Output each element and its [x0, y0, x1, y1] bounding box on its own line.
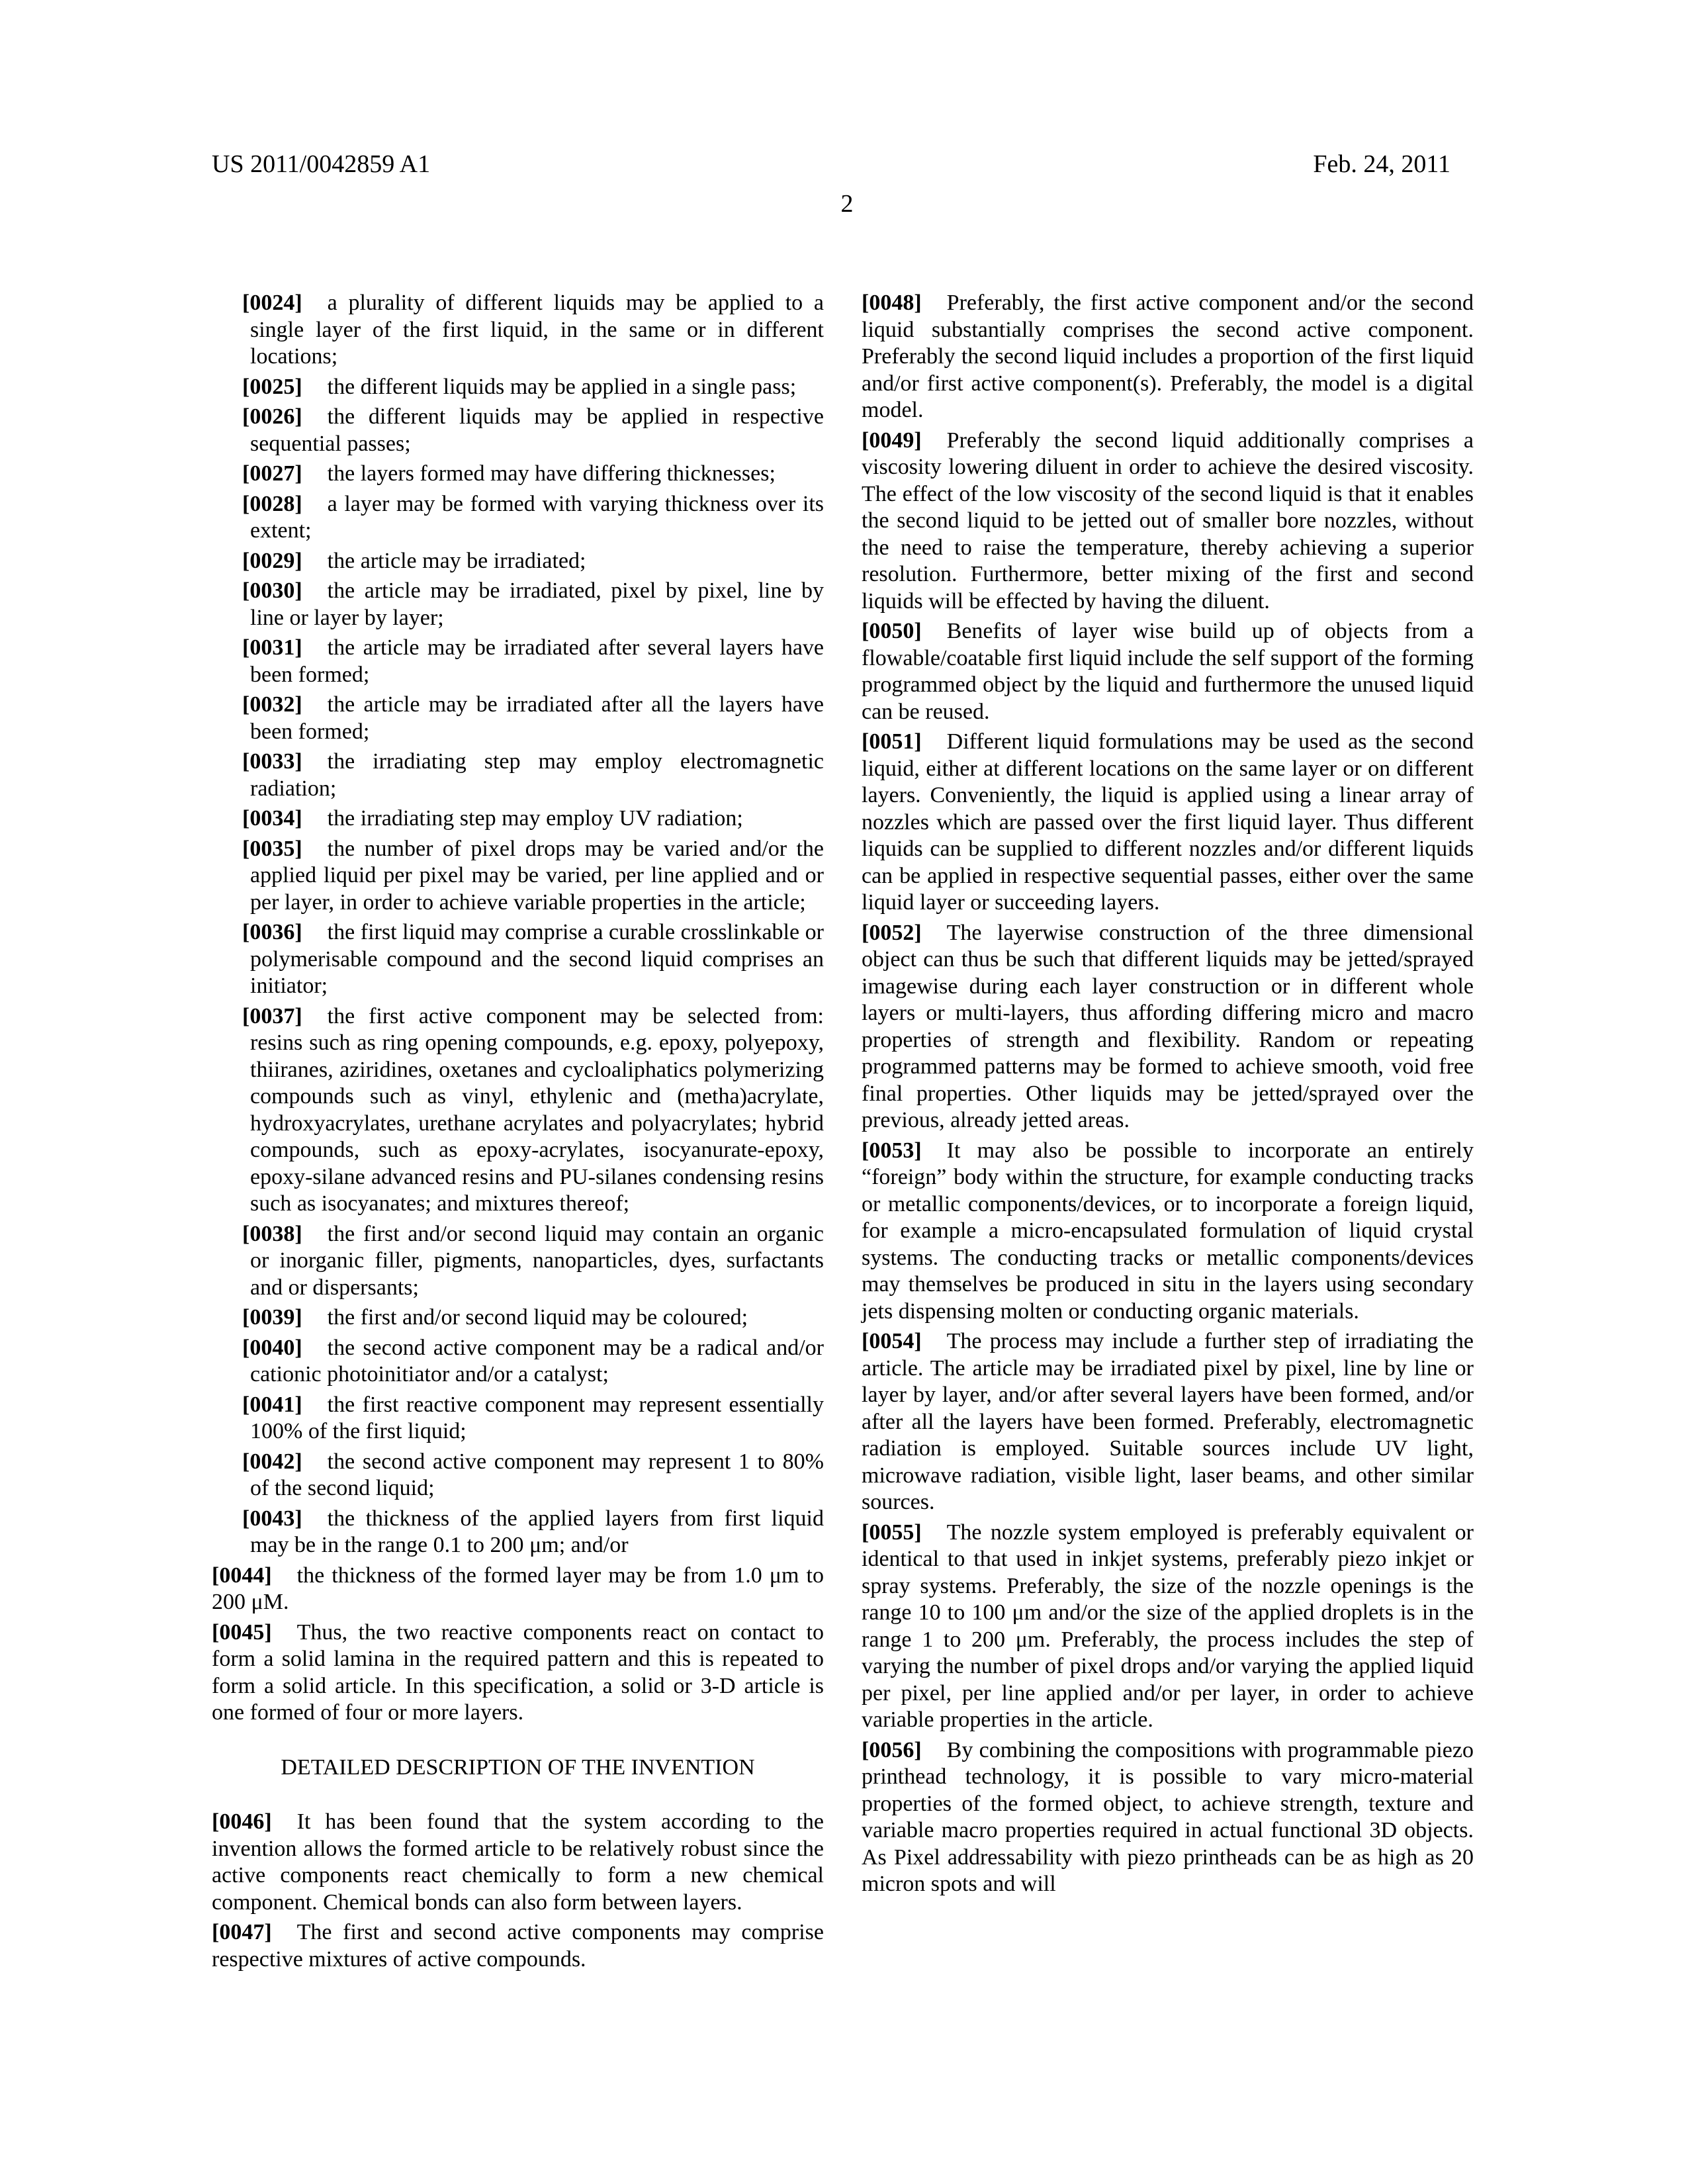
- paragraph-number: [0045]: [212, 1619, 272, 1645]
- patent-paragraph-0024: [212, 290, 824, 371]
- right-column: [862, 290, 1474, 1976]
- paragraph-number: [0055]: [862, 1520, 922, 1545]
- page-number: 2: [840, 190, 854, 218]
- paragraph-text: the article may be irradiated after all the layers have been formed;: [250, 692, 824, 744]
- paragraph-text: The nozzle system employed is preferably equivalent or identical to that used in inkjet systems, preferably piezo inkjet or spray systems. Preferably, the size of the nozzle openings is the range 10 to 100 μm and/or the size of the applied droplets is in the range 1 to 200 μm. Preferably, the process includes the step of varying the number of pixel drops and/or varying the applied liquid per pixel, per line applied and/or per layer, in order to achieve variable properties in the article.: [862, 1520, 1474, 1732]
- paragraph-text: Thus, the two reactive components react on contact to form a solid lamina in the required pattern and this is repeated to form a solid article. In this specification, a solid or 3-D article is one formed of four or more layers.: [212, 1619, 824, 1725]
- paragraph-text: the thickness of the applied layers from first liquid may be in the range 0.1 to 200 μm; and/or: [250, 1506, 824, 1557]
- paragraph-text: the first and/or second liquid may contain an organic or inorganic filler, pigments, nanoparticles, dyes, surfactants and or dispersants;: [250, 1221, 824, 1300]
- document-body: [212, 290, 1474, 1976]
- paragraph-text: Benefits of layer wise build up of objects from a flowable/coatable first liquid include the self support of the forming programmed object by the liquid and furthermore the unused liquid can be reused.: [862, 619, 1474, 724]
- patent-paragraph-0053: [862, 1138, 1474, 1326]
- patent-paragraph-0043: [212, 1506, 824, 1559]
- paragraph-text: The process may include a further step of irradiating the article. The article may be irradiated pixel by pixel, line by line or layer by layer, and/or after several layers have been formed, and/or after all the layers have been formed. Preferably, electromagnetic radiation is employed. Suitable sources include UV light, microwave radiation, visible light, laser beams, and other similar sources.: [862, 1329, 1474, 1514]
- patent-paragraph-0029: [212, 548, 824, 575]
- paragraph-number: [0028]: [242, 491, 302, 516]
- patent-paragraph-0045: [212, 1619, 824, 1727]
- paragraph-text: the first reactive component may represent essentially 100% of the first liquid;: [250, 1392, 824, 1443]
- paragraph-text: the first and/or second liquid may be coloured;: [327, 1305, 748, 1330]
- page-header: [212, 150, 1450, 179]
- paragraph-number: [0049]: [862, 428, 922, 453]
- patent-paragraph-0055: [862, 1520, 1474, 1734]
- paragraph-text: the different liquids may be applied in a single pass;: [327, 374, 797, 399]
- paragraph-text: It may also be possible to incorporate an entirely “foreign” body within the structure, for example conducting tracks or metallic components/devices, or to incorporate a foreign liquid, for example a micro-encapsulated formulation of liquid crystal systems. The conducting tracks or metallic components/devices may themselves be produced in situ in the layers using secondary jets dispensing molten or conducting organic materials.: [862, 1138, 1474, 1324]
- paragraph-number: [0039]: [242, 1305, 302, 1330]
- patent-paragraph-0047: [212, 1919, 824, 1973]
- paragraph-number: [0033]: [242, 749, 302, 774]
- paragraph-text: a plurality of different liquids may be applied to a single layer of the first liquid, in the same or in different locations;: [250, 291, 824, 369]
- paragraph-text: By combining the compositions with programmable piezo printhead technology, it is possible to vary micro-material properties of the formed object, to achieve strength, texture and variable macro properties required in actual functional 3D objects. As Pixel addressability with piezo printheads can be as high as 20 micron spots and will: [862, 1737, 1474, 1896]
- paragraph-number: [0038]: [242, 1221, 302, 1246]
- patent-paragraph-0037: [212, 1003, 824, 1218]
- paragraph-number: [0048]: [862, 291, 922, 315]
- paragraph-text: the thickness of the formed layer may be from 1.0 μm to 200 μM.: [212, 1563, 824, 1614]
- patent-paragraph-0033: [212, 749, 824, 802]
- patent-paragraph-0042: [212, 1449, 824, 1502]
- paragraph-text: the irradiating step may employ UV radiation;: [327, 806, 743, 831]
- paragraph-number: [0053]: [862, 1138, 922, 1163]
- patent-paragraph-0026: [212, 404, 824, 457]
- paragraph-number: [0035]: [242, 836, 302, 861]
- patent-paragraph-0052: [862, 920, 1474, 1134]
- paragraph-number: [0027]: [242, 461, 302, 486]
- paragraph-text: the irradiating step may employ electromagnetic radiation;: [250, 749, 824, 801]
- patent-paragraph-0049: [862, 428, 1474, 615]
- paragraph-number: [0043]: [242, 1506, 302, 1531]
- paragraph-number: [0041]: [242, 1392, 302, 1417]
- patent-paragraph-0056: [862, 1737, 1474, 1898]
- paragraph-number: [0052]: [862, 920, 922, 945]
- paragraph-number: [0037]: [242, 1003, 302, 1028]
- patent-paragraph-0051: [862, 729, 1474, 917]
- paragraph-text: the first active component may be selected from: resins such as ring opening compounds, e.g. epoxy, polyepoxy, thiiranes, aziridines, oxetanes and cycloaliphatics polymerizing compounds such as vinyl, ethylenic and (metha)acrylate, hydroxyacrylates, urethane acrylates and polyacrylates; hybrid compounds, such as epoxy-acrylates, isocyanurate-epoxy, epoxy-silane advanced resins and PU-silanes condensing resins such as isocyanates; and mixtures thereof;: [250, 1003, 824, 1216]
- patent-paragraph-0041: [212, 1392, 824, 1445]
- paragraph-text: Different liquid formulations may be used as the second liquid, either at different locations on the same layer or on different layers. Conveniently, the liquid is applied using a linear array of nozzles which are passed over the first liquid layer. Thus different liquids can be supplied to different nozzles and/or different liquids can be applied in respective sequential passes, either over the same liquid layer or succeeding layers.: [862, 729, 1474, 915]
- paragraph-text: the number of pixel drops may be varied and/or the applied liquid per pixel may be varied, per line applied and or per layer, in order to achieve variable properties in the article;: [250, 836, 824, 915]
- patent-number: US 2011/0042859 A1: [212, 150, 431, 178]
- patent-paragraph-0027: [212, 461, 824, 488]
- patent-paragraph-0039: [212, 1304, 824, 1332]
- paragraph-text: the different liquids may be applied in respective sequential passes;: [250, 404, 824, 456]
- paragraph-text: the article may be irradiated, pixel by pixel, line by line or layer by layer;: [250, 578, 824, 630]
- paragraph-text: the second active component may represent 1 to 80% of the second liquid;: [250, 1449, 824, 1500]
- patent-paragraph-0036: [212, 919, 824, 1000]
- patent-paragraph-0035: [212, 836, 824, 917]
- paragraph-number: [0054]: [862, 1329, 922, 1353]
- paragraph-number: [0047]: [212, 1920, 272, 1944]
- paragraph-number: [0050]: [862, 619, 922, 643]
- publication-date: Feb. 24, 2011: [1313, 150, 1450, 178]
- paragraph-text: Preferably, the first active component and/or the second liquid substantially comprises the second active component. Preferably the second liquid includes a proportion of the first liquid and/or first active component(s). Preferably, the model is a digital model.: [862, 291, 1474, 422]
- paragraph-number: [0042]: [242, 1449, 302, 1474]
- paragraph-number: [0029]: [242, 548, 302, 573]
- paragraph-number: [0032]: [242, 692, 302, 717]
- paragraph-number: [0040]: [242, 1335, 302, 1360]
- paragraph-number: [0025]: [242, 374, 302, 399]
- paragraph-number: [0056]: [862, 1737, 922, 1762]
- patent-paragraph-0044: [212, 1563, 824, 1616]
- left-column: [212, 290, 824, 1976]
- patent-paragraph-0040: [212, 1335, 824, 1388]
- patent-paragraph-0054: [862, 1328, 1474, 1516]
- paragraph-number: [0030]: [242, 578, 302, 603]
- patent-paragraph-0031: [212, 635, 824, 688]
- paragraph-text: a layer may be formed with varying thickness over its extent;: [250, 491, 824, 543]
- paragraph-number: [0051]: [862, 729, 922, 754]
- paragraph-text: the layers formed may have differing thicknesses;: [327, 461, 776, 486]
- paragraph-number: [0044]: [212, 1563, 272, 1588]
- patent-paragraph-0050: [862, 618, 1474, 725]
- section-heading: DETAILED DESCRIPTION OF THE INVENTION: [281, 1754, 755, 1780]
- patent-paragraph-0038: [212, 1221, 824, 1302]
- patent-paragraph-0028: [212, 491, 824, 545]
- patent-paragraph-0048: [862, 290, 1474, 424]
- paragraph-text: The first and second active components may comprise respective mixtures of active compounds.: [212, 1920, 824, 1972]
- paragraph-text: the second active component may be a radical and/or cationic photoinitiator and/or a catalyst;: [250, 1335, 824, 1387]
- patent-paragraph-0025: [212, 374, 824, 401]
- paragraph-text: the article may be irradiated after several layers have been formed;: [250, 635, 824, 687]
- paragraph-text: It has been found that the system according to the invention allows the formed article to be relatively robust since the active components react chemically to form a new chemical component. Chemical bonds can also form between layers.: [212, 1809, 824, 1915]
- patent-paragraph-0030: [212, 578, 824, 631]
- patent-paragraph-0032: [212, 692, 824, 745]
- paragraph-number: [0026]: [242, 404, 302, 429]
- paragraph-number: [0031]: [242, 635, 302, 660]
- paragraph-number: [0046]: [212, 1809, 272, 1834]
- patent-paragraph-0034: [212, 805, 824, 833]
- paragraph-text: the first liquid may comprise a curable crosslinkable or polymerisable compound and the second liquid comprises an initiator;: [250, 920, 824, 998]
- paragraph-text: The layerwise construction of the three dimensional object can thus be such that different liquids may be jetted/sprayed imagewise during each layer construction or in different whole layers or multi-layers, thus affording differing micro and macro properties of strength and flexibility. Random or repeating programmed patterns may be formed to achieve smooth, void free final properties. Other liquids may be jetted/sprayed over the previous, already jetted areas.: [862, 920, 1474, 1132]
- paragraph-text: the article may be irradiated;: [327, 548, 586, 573]
- patent-paragraph-0046: [212, 1809, 824, 1916]
- paragraph-number: [0036]: [242, 920, 302, 944]
- paragraph-number: [0024]: [242, 291, 302, 315]
- paragraph-text: Preferably the second liquid additionally comprises a viscosity lowering diluent in order to achieve the desired viscosity. The effect of the low viscosity of the second liquid is that it enables the second liquid to be jetted out of smaller bore nozzles, without the need to raise the temperature, thereby achieving a superior resolution. Furthermore, better mixing of the first and second liquids will be effected by having the diluent.: [862, 428, 1474, 614]
- paragraph-number: [0034]: [242, 806, 302, 831]
